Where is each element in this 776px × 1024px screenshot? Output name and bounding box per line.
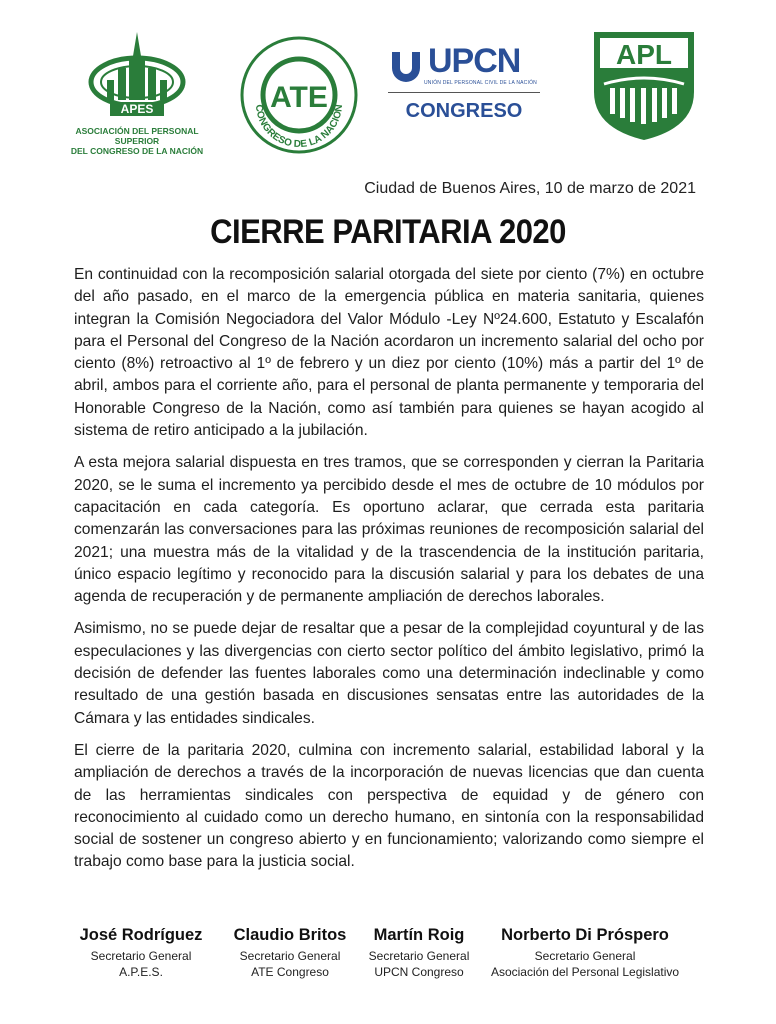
signatory-role: Secretario General [239, 949, 341, 963]
ate-logo [238, 34, 360, 156]
svg-text:APL: APL [616, 39, 672, 70]
body-paragraph-1: En continuidad con la recomposición salarial otorgada del siete por ciento (7%) en octubre del año pasado, en el marco de la emergencia pública en materia sanitaria, quienes integran la Comisión Negociadora del Valor Módulo -Ley Nº24.600, Estatuto y Escalafón para el Personal del Congreso de la Nación acordaron un incremento salarial del ocho por ciento (8%) retroactivo al 1º de febrero y un diez por ciento (10%) más a partir del 1º de abril, ambos para el corriente año, para el personal de planta permanente y temporaria del Honorable Congreso de la Nación, como así también para quienes se hayan acogido al sistema de retiro anticipado a la jubilación. [74, 266, 704, 440]
svg-text:CONGRESO DE LA NACIÓN: CONGRESO DE LA NACIÓN [252, 104, 346, 151]
signatory-name: José Rodríguez [79, 926, 203, 944]
upcn-wordmark: UPCN [428, 42, 521, 80]
signatory-role: Secretario General [90, 949, 192, 963]
body-paragraph-3: Asimismo, no se puede dejar de resaltar que a pesar de la complejidad coyuntural y de las especulaciones y las divergencias con cierto sector político del ámbito legislativo, primó la decisión de defender las fuentes laborales como una determinación indeclinable y como resultado de una gestión basada en discusiones sensatas entre las autoridades de la Cámara y las entidades sindicales. [74, 620, 704, 727]
logo-header [0, 22, 776, 162]
signatory-org: A.P.E.S. [119, 965, 163, 979]
upcn-subtitle: UNIÓN DEL PERSONAL CIVIL DE LA NACIÓN [424, 80, 537, 86]
svg-text:APES: APES [120, 102, 154, 116]
signatory-name: Norberto Di Próspero [501, 926, 669, 944]
apes-caption-line-2: DEL CONGRESO DE LA NACIÓN [70, 146, 204, 156]
upcn-logo [388, 40, 540, 130]
body-paragraph-4: El cierre de la paritaria 2020, culmina con incremento salarial, estabilidad laboral y la ampliación de derechos a través de la incorporación de nuevas licencias que dan cuenta de las herramientas sindicales con perspectiva de equidad y de género con reconocimiento al cuidado como un derecho humano, en sintonía con la responsabilidad social de sostener un congreso abierto y en funcionamiento; valorizando como siempre el trabajo como base para la justicia social. [74, 741, 704, 871]
apl-logo [590, 28, 698, 144]
signature-britos [220, 926, 360, 979]
apes-emblem-icon [62, 26, 212, 126]
signatory-org: UPCN Congreso [374, 965, 464, 979]
apes-caption [62, 126, 212, 156]
signature-block [70, 926, 710, 996]
signatory-name: Martín Roig [373, 926, 465, 944]
signature-rodriguez [70, 926, 212, 979]
signatory-name: Claudio Britos [233, 926, 347, 944]
signatory-org: Asociación del Personal Legislativo [490, 965, 680, 979]
signatory-org: ATE Congreso [251, 965, 329, 979]
signature-di-prospero [480, 926, 690, 979]
signatory-role: Secretario General [534, 949, 636, 963]
signatory-role: Secretario General [368, 949, 470, 963]
svg-text:ATE: ATE [270, 81, 328, 114]
ate-emblem-icon [238, 34, 360, 156]
body-paragraph-2: A esta mejora salarial dispuesta en tres tramos, que se corresponden y cierran la Paritaria 2020, se le suma el incremento ya percibido desde el mes de octubre de 10 módulos por capacitación en cada categoría. Es oportuno aclarar, que cerrada esta paritaria comenzarán las conversaciones para las próximas reuniones de recomposición salarial del 2021; una muestra más de la vitalidad y de la trascendencia de la institución paritaria, único espacio legítimo y reconocido para la discusión salarial y para los debates de una agenda de recuperación y de permanente ampliación de derechos laborales. [74, 454, 704, 606]
document-date: Ciudad de Buenos Aires, 10 de marzo de 2021 [364, 180, 696, 197]
apes-logo [62, 26, 212, 156]
document-title: CIERRE PARITARIA 2020 [210, 212, 566, 251]
document-body [74, 264, 704, 884]
upcn-divider [388, 92, 540, 93]
apl-shield-icon [590, 28, 698, 144]
upcn-label: CONGRESO [405, 100, 523, 122]
signature-roig [360, 926, 478, 979]
apes-caption-line-1: ASOCIACIÓN DEL PERSONAL SUPERIOR [75, 126, 199, 146]
upcn-mark-icon [388, 44, 426, 84]
